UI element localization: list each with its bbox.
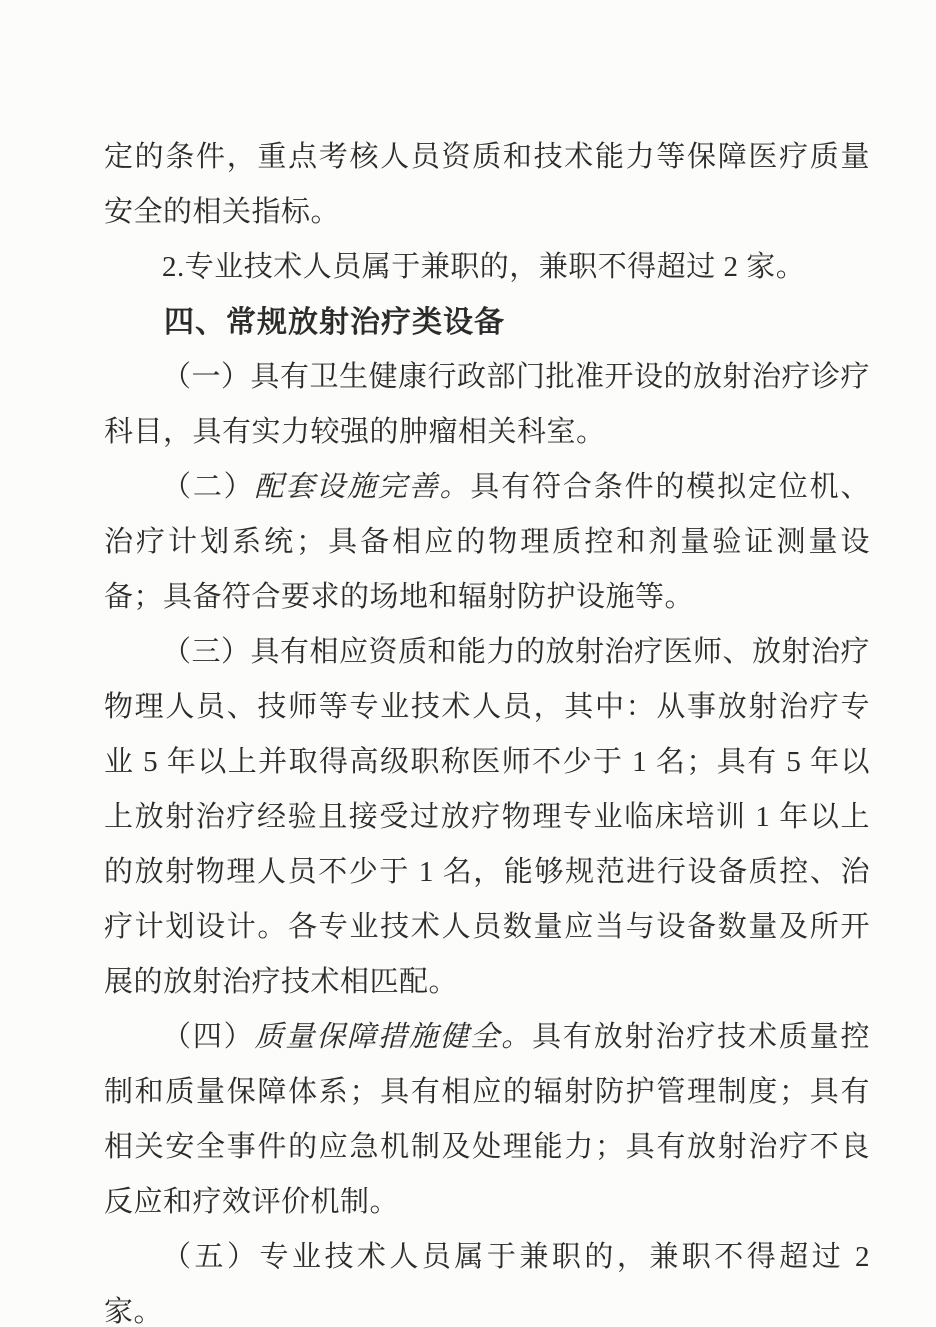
paragraph-item-yi: （一）具有卫生健康行政部门批准开设的放射治疗诊疗科目，具有实力较强的肿瘤相关科室。: [104, 361, 871, 448]
item-number: （二）: [162, 471, 255, 503]
paragraph-continuation: 定的条件，重点考核人员资质和技术能力等保障医疗质量安全的相关指标。: [104, 141, 870, 228]
paragraph-item-er: [104, 460, 870, 625]
emphasis-phrase: 配套设施完善。: [254, 471, 471, 503]
item-number: （四）: [162, 1021, 255, 1053]
paragraph-item-san: （三）具有相应资质和能力的放射治疗医师、放射治疗物理人员、技师等专业技术人员，其中：从事放射治疗专业 5 年以上并取得高级职称医师不少于 1 名；具有 5 年以上放射治疗经验且接受过放疗物理专业临床培训 1 年以上的放射物理人员不少于 1 名，能够规范进行设备质控、治疗计划设计。各专业技术人员数量应当与设备数量及所开展的放射治疗技术相匹配。: [104, 636, 871, 998]
emphasis-phrase: 质量保障措施健全。: [254, 1021, 533, 1053]
paragraph-text: 具有符合条件的模拟定位机、治疗计划系统；具备相应的物理质控和剂量验证测量设备；具备符合要求的场地和辐射防护设施等。: [104, 471, 870, 613]
section-heading: 四、常规放射治疗类设备: [164, 306, 505, 339]
paragraph-item-wu: （五）专业技术人员属于兼职的，兼职不得超过 2 家。: [104, 1241, 870, 1327]
paragraph-item-si: [104, 1010, 870, 1230]
document-text-block: [104, 130, 870, 1327]
paragraph-text: 具有放射治疗技术质量控制和质量保障体系；具有相应的辐射防护管理制度；具有相关安全事件的应急机制及处理能力；具有放射治疗不良反应和疗效评价机制。: [104, 1021, 870, 1218]
paragraph-item-2: 2.专业技术人员属于兼职的，兼职不得超过 2 家。: [162, 251, 806, 283]
